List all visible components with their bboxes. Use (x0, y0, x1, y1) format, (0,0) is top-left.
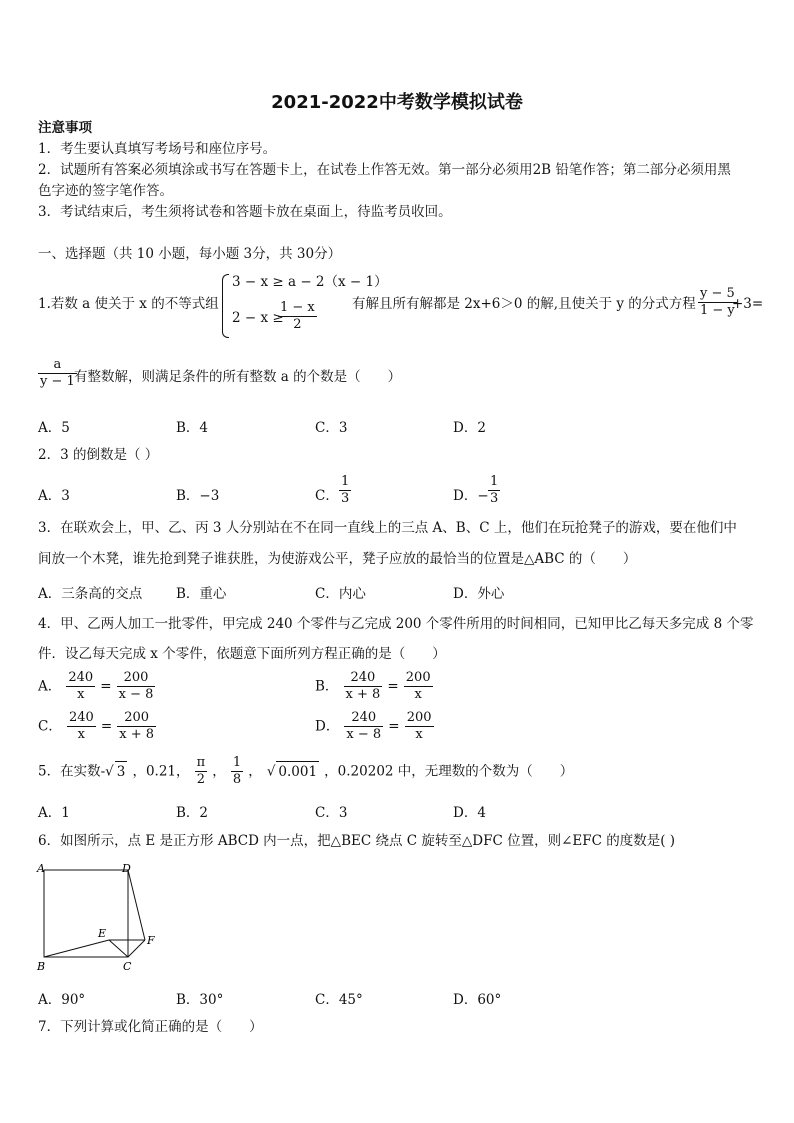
system-brace (222, 274, 229, 338)
q4-stem-line2: 件．设乙每天完成 x 个零件，依题意下面所列方程正确的是（ ） (38, 646, 446, 662)
option-label: A． (38, 678, 62, 695)
fraction-numerator: 1 (490, 474, 499, 489)
fraction-denominator: x − 8 (118, 687, 154, 702)
option-label: D． (315, 718, 340, 735)
fraction-numerator: y − 5 (700, 286, 735, 301)
q5-option-d: D．4 (453, 805, 486, 821)
fraction-denominator: x (415, 727, 423, 742)
fraction-numerator: 240 (68, 710, 94, 725)
q5-option-c: C．3 (315, 805, 348, 821)
q1-option-c: C．3 (315, 420, 348, 436)
notice-item-2: 2．试题所有答案必须填涂或书写在答题卡上，在试卷上作答无效。第一部分必须用2B 铅笔作答；第二部分必须用黑 (38, 162, 731, 178)
q1-stem-pre: 1.若数 a 使关于 x 的不等式组 (38, 296, 219, 312)
q1-stem-post: 有整数解，则满足条件的所有整数 a 的个数是（ ） (74, 369, 402, 385)
notice-item-2-cont: 色字迹的签字笔作答。 (38, 183, 173, 199)
sqrt-sign: √ (266, 763, 276, 780)
q2-option-d-fraction (488, 474, 500, 507)
q5-stem-post: ，0.20202 中，无理数的个数为（ ） (324, 763, 574, 780)
q1-option-d: D．2 (453, 420, 486, 436)
equals-sign: = (387, 678, 399, 695)
notice-item-1: 1．考生要认真填写考场号和座位序号。 (38, 141, 277, 157)
segment-fc (128, 940, 145, 957)
q3-option-d: D．外心 (453, 586, 505, 602)
fraction-denominator: 1 − y (700, 303, 735, 318)
q6-option-a: A．90° (38, 992, 86, 1008)
q3-option-b: B．重心 (176, 586, 227, 602)
fraction-numerator: 240 (344, 670, 383, 687)
q2-option-c-fraction (339, 474, 351, 507)
segment-df (128, 870, 145, 940)
fraction-denominator: x (77, 727, 86, 742)
fraction-denominator: 3 (341, 491, 350, 506)
q3-option-a: A．三条高的交点 (38, 586, 143, 602)
q1-option-a: A．5 (38, 420, 70, 436)
q2-option-a: A．3 (38, 488, 70, 504)
q4-option-c (38, 710, 156, 743)
fraction-denominator: y − 1 (40, 374, 75, 389)
label-e: E (98, 927, 107, 940)
equals-sign: = (100, 678, 112, 695)
fraction-denominator: 2 (196, 772, 206, 787)
q4-stem-line1: 4．甲、乙两人加工一批零件，甲完成 240 个零件与乙完成 200 个零件所用的时间相同，已知甲比乙每天多完成 8 个零 (38, 616, 754, 632)
sqrt-sign: √ (105, 763, 114, 780)
q4-option-a (38, 670, 155, 703)
equals-sign: = (100, 718, 113, 735)
fraction-numerator: π (196, 755, 206, 770)
fraction-numerator: 240 (344, 710, 383, 727)
q5-sqrt-0001: 0.001 (276, 761, 319, 782)
fraction-denominator: 8 (232, 772, 242, 787)
label-f: F (147, 934, 155, 947)
q1-option-b: B．4 (176, 420, 209, 436)
square-rotation-figure (34, 860, 164, 978)
fraction-numerator: a (38, 357, 77, 374)
notice-heading: 注意事项 (38, 120, 92, 136)
fraction-numerator: 200 (406, 710, 432, 725)
notice-item-3: 3．考试结束后，考生须将试卷和答题卡放在桌面上，待监考员收回。 (38, 204, 452, 220)
q1-inequality-2-fraction (278, 300, 317, 333)
q3-stem-line2: 间放一个木凳，谁先抢到凳子谁获胜，为使游戏公平，凳子应放的最恰当的位置是△ABC 的（ ） (38, 551, 637, 567)
comma: ， (212, 763, 226, 780)
fraction-numerator: 200 (117, 710, 156, 727)
option-label: B． (315, 678, 339, 695)
q2-stem: 2．3 的倒数是（ ） (38, 447, 159, 463)
q7-stem: 7．下列计算或化简正确的是（ ） (38, 1019, 263, 1035)
comma: ， (248, 763, 262, 780)
q5-sqrt-3: 3 (115, 761, 128, 782)
fraction-denominator: 2 (293, 317, 302, 332)
q2-option-b: B．−3 (176, 488, 220, 504)
square-abcd (44, 870, 128, 957)
q1-fraction-1 (698, 286, 737, 319)
fraction-numerator: 200 (117, 670, 156, 687)
fraction-denominator: x + 8 (119, 727, 155, 742)
q1-inequality-1: 3 − x ≥ a − 2（x − 1） (232, 274, 388, 290)
segment-ec (109, 940, 128, 957)
fraction-denominator: x (414, 687, 422, 702)
q3-stem-line1: 3．在联欢会上，甲、乙、丙 3 人分别站在不在同一直线上的三点 A、B、C 上，他们在玩抢凳子的游戏，要在他们中 (38, 520, 737, 536)
fraction-numerator: 240 (68, 670, 94, 685)
section-heading: 一、选择题（共 10 小题，每小题 3分，共 30分） (38, 246, 342, 262)
q1-inequality-2-left: 2 − x ≥ (232, 310, 284, 326)
segment-be (44, 940, 109, 957)
label-a: A (37, 862, 45, 875)
q2-option-c-label: C． (315, 488, 339, 504)
q1-plus-three: +3= (732, 296, 764, 312)
q6-option-d: D．60° (453, 992, 502, 1008)
q4-option-b (315, 670, 433, 703)
q3-option-c: C．内心 (315, 586, 366, 602)
fraction-numerator: 200 (405, 670, 431, 685)
q5-option-b: B．2 (176, 805, 209, 821)
q5-option-a: A．1 (38, 805, 70, 821)
q4-option-d (315, 710, 434, 743)
fraction-denominator: x − 8 (346, 727, 382, 742)
fraction-numerator: 1 − x (280, 300, 315, 315)
fraction-denominator: 3 (490, 491, 499, 506)
q1-stem-mid: 有解且所有解都是 2x+6＞0 的解,且使关于 y 的分式方程 (352, 296, 696, 312)
label-d: D (122, 862, 131, 875)
fraction-denominator: x + 8 (345, 687, 381, 702)
q2-option-d-label: D．− (453, 488, 489, 504)
q6-option-c: C．45° (315, 992, 363, 1008)
fraction-numerator: 1 (232, 755, 242, 770)
fraction-numerator: 1 (341, 474, 350, 489)
q5-stem (38, 755, 573, 788)
label-b: B (37, 960, 46, 973)
equals-sign: = (388, 718, 400, 735)
fraction-denominator: x (77, 687, 85, 702)
q5-stem-mid: ，0.21， (132, 763, 190, 780)
option-label: C． (38, 718, 62, 735)
label-c: C (123, 960, 132, 973)
q1-fraction-2 (38, 357, 77, 390)
q6-stem: 6．如图所示，点 E 是正方形 ABCD 内一点，把△BEC 绕点 C 旋转至△DFC 位置，则∠EFC 的度数是( ) (38, 833, 676, 849)
page-title: 2021-2022中考数学模拟试卷 (271, 92, 523, 113)
q5-stem-pre: 5．在实数- (38, 763, 106, 780)
q6-option-b: B．30° (176, 992, 224, 1008)
